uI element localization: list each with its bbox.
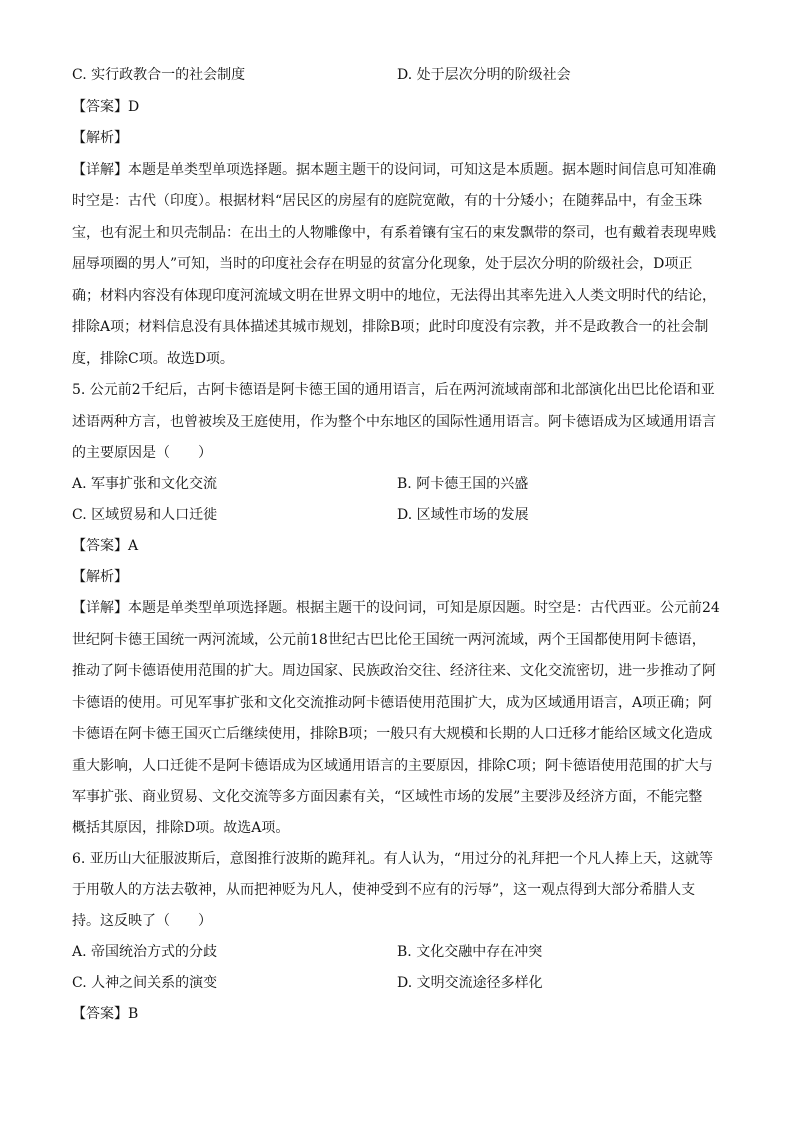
q4-detail-line: 度，排除C项。故选D项。 (72, 351, 234, 367)
q5-detail-line: 世纪阿卡德王国统一两河流域，公元前18世纪古巴比伦王国统一两河流域，两个王国都使用阿卡德语， (72, 632, 706, 648)
q5-stem-line: 5. 公元前2千纪后，古阿卡德语是阿卡德王国的通用语言，后在两河流域南部和北部演化出巴比伦语和亚 (72, 382, 715, 398)
q6-stem-line: 持。这反映了（ ） (72, 913, 212, 929)
q5-detail-line: 卡德语在阿卡德王国灭亡后继续使用，排除B项；一般只有大规模和长期的人口迁移才能给区域文化造成 (72, 726, 713, 742)
q5-stem-line: 述语两种方言，也曾被埃及王庭使用，作为整个中东地区的国际性通用语言。阿卡德语成为区域通用语言 (72, 414, 716, 430)
q5-option-c: C. 区域贸易和人口迁徙 (72, 507, 218, 523)
q4-analysis-label: 【解析】 (72, 130, 128, 146)
q6-stem-line: 于用敬人的方法去敬神，从而把神贬为凡人，使神受到不应有的污辱”，这一观点得到大部分希腊人支 (72, 882, 696, 898)
q5-detail-line: 军事扩张、商业贸易、文化交流等多方面因素有关，“区域性市场的发展”主要涉及经济方面，不能完整 (72, 789, 703, 805)
q5-detail-line: 【详解】本题是单类型单项选择题。根据主题干的设问词，可知是原因题。时空是：古代西亚。公元前24 (72, 600, 720, 616)
q5-stem-line: 的主要原因是（ ） (72, 445, 212, 461)
q4-option-c: C. 实行政教合一的社会制度 (72, 67, 246, 83)
q5-analysis-label: 【解析】 (72, 569, 128, 585)
q4-option-d: D. 处于层次分明的阶级社会 (397, 67, 571, 83)
q5-detail-line: 重大影响，人口迁徙不是阿卡德语成为区域通用语言的主要原因，排除C项；阿卡德语使用范围的扩大与 (72, 758, 713, 774)
q4-detail-line: 屈辱项圈的男人”可知，当时的印度社会存在明显的贫富分化现象，处于层次分明的阶级社会，D项正 (72, 256, 693, 272)
q4-detail-line: 时空是：古代（印度）。根据材料“居民区的房屋有的庭院宽敞，有的十分矮小；在随葬品中，有金玉珠 (72, 193, 703, 209)
q4-detail-line: 宝，也有泥土和贝壳制品：在出土的人物雕像中，有系着镶有宝石的束发飘带的祭司，也有戴着表现卑贱 (72, 225, 716, 241)
q4-answer: 【答案】D (72, 99, 140, 115)
q4-detail-line: 确；材料内容没有体现印度河流域文明在世界文明中的地位，无法得出其率先进入人类文明时代的结论， (72, 288, 716, 304)
q6-answer: 【答案】B (72, 1006, 139, 1022)
q6-option-d: D. 文明交流途径多样化 (397, 975, 543, 991)
q5-detail-line: 卡德语的使用。可见军事扩张和文化交流推动阿卡德语使用范围扩大，成为区域通用语言，A项正确；阿 (72, 695, 713, 711)
q5-detail-line: 概括其原因，排除D项。故选A项。 (72, 820, 290, 836)
q6-option-a: A. 帝国统治方式的分歧 (72, 944, 218, 960)
q4-detail-line: 【详解】本题是单类型单项选择题。据本题主题干的设问词，可知这是本质题。据本题时间信息可知准确 (72, 162, 716, 178)
q4-detail-line: 排除A项；材料信息没有具体描述其城市规划，排除B项；此时印度没有宗教，并不是政教合一的社会制 (72, 319, 709, 335)
q6-option-c: C. 人神之间关系的演变 (72, 975, 218, 991)
q5-option-b: B. 阿卡德王国的兴盛 (397, 476, 529, 492)
q5-answer: 【答案】A (72, 538, 139, 554)
q6-option-b: B. 文化交融中存在冲突 (397, 944, 543, 960)
q5-option-d: D. 区域性市场的发展 (397, 507, 529, 523)
q5-detail-line: 推动了阿卡德语使用范围的扩大。周边国家、民族政治交往、经济往来、文化交流密切，进一步推动了阿 (72, 663, 716, 679)
q6-stem-line: 6. 亚历山大征服波斯后，意图推行波斯的跪拜礼。有人认为，“用过分的礼拜把一个凡人捧上天，这就等 (72, 851, 713, 867)
q5-option-a: A. 军事扩张和文化交流 (72, 476, 218, 492)
